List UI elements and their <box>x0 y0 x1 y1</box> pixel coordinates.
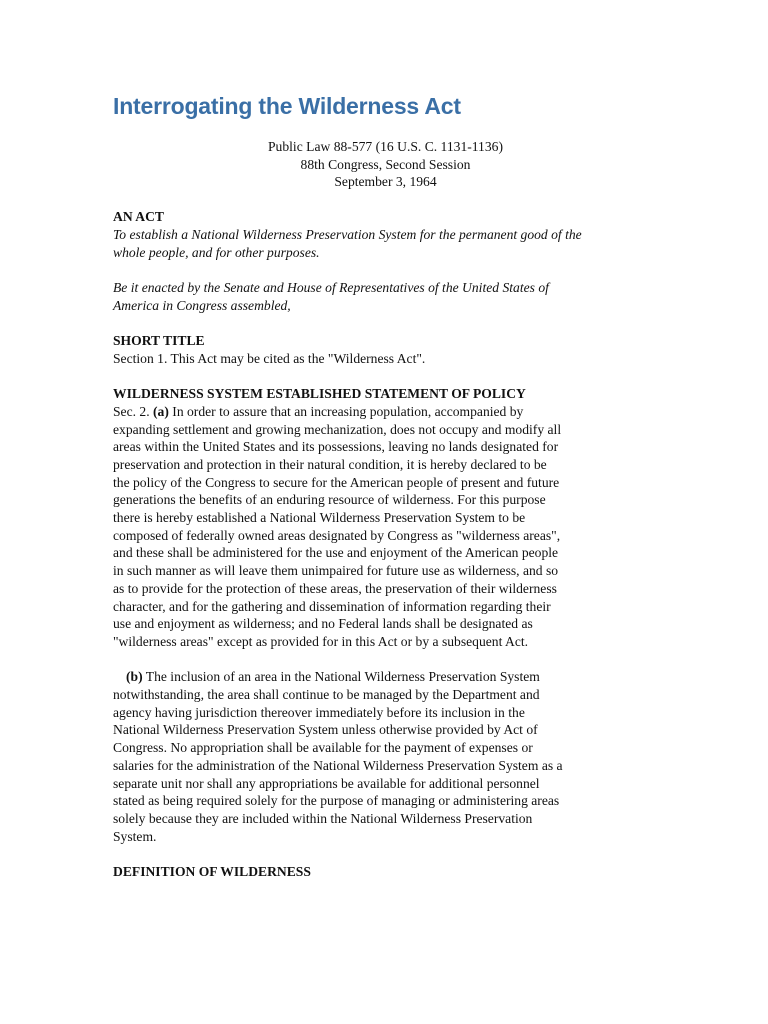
subsection-a-line: composed of federally owned areas designated by Congress as "wilderness areas", <box>113 527 561 543</box>
subsection-a-line: character, and for the gathering and dissemination of information regarding their <box>113 598 551 614</box>
subsection-a-text: In order to assure that an increasing population, accompanied by <box>168 403 524 419</box>
subsection-a-line: and these shall be administered for the use and enjoyment of the American people <box>113 545 559 561</box>
subsection-a-line: generations the benefits of an enduring resource of wilderness. For this purpose <box>113 492 546 508</box>
subsection-a-line: the policy of the Congress to secure for the American people of present and future <box>113 474 560 490</box>
subsection-a-line: areas within the United States and its possessions, leaving no lands designated for <box>113 439 559 455</box>
subsection-a-line: use and enjoyment as wilderness; and no Federal lands shall be designated as <box>113 616 533 632</box>
subsection-b-line: salaries for the administration of the National Wilderness Preservation System as a <box>113 757 563 773</box>
document-title: Interrogating the Wilderness Act <box>113 93 461 119</box>
subsection-a-line: as to provide for the protection of these areas, the preservation of their wilderness <box>113 580 557 596</box>
subsection-b-line: notwithstanding, the area shall continue to be managed by the Department and <box>113 687 540 703</box>
subsection-b <box>113 668 658 845</box>
subsection-a-line: "wilderness areas" except as provided for in this Act or by a subsequent Act. <box>113 633 529 649</box>
subsection-b-line: separate unit nor shall any appropriations be available for additional personnel <box>113 775 540 791</box>
subsection-b-line: System. <box>113 828 157 844</box>
congress-session: 88th Congress, Second Session <box>300 156 471 172</box>
section-1-text: Section 1. This Act may be cited as the "Wilderness Act". <box>113 350 426 366</box>
subsection-a-line: in such manner as will leave them unimpaired for future use as wilderness, and so <box>113 563 559 579</box>
enacting-clause <box>113 279 658 314</box>
subsection-b-line: agency having jurisdiction thereover immediately before its inclusion in the <box>113 704 525 720</box>
definition-heading: DEFINITION OF WILDERNESS <box>113 864 311 880</box>
subsection-b-line: National Wilderness Preservation System unless otherwise provided by Act of <box>113 722 538 738</box>
enacting-clause-line: America in Congress assembled, <box>113 297 291 313</box>
short-title-section <box>113 332 658 367</box>
wilderness-system-section <box>113 385 658 651</box>
enacting-clause-line: Be it enacted by the Senate and House of Representatives of the United States of <box>113 279 549 295</box>
definition-section <box>113 863 658 881</box>
an-act-text-line: whole people, and for other purposes. <box>113 244 320 260</box>
subsection-b-line: Congress. No appropriation shall be available for the payment of expenses or <box>113 740 533 756</box>
subsection-b-text: The inclusion of an area in the National Wilderness Preservation System <box>142 669 540 685</box>
an-act-section <box>113 208 658 261</box>
public-law-citation: Public Law 88-577 (16 U.S. C. 1131-1136) <box>268 139 503 154</box>
subsection-a-first-line <box>113 403 658 421</box>
subsection-b-first-line <box>113 668 658 686</box>
enactment-date: September 3, 1964 <box>334 174 437 190</box>
subsection-a-line: preservation and protection in their natural condition, it is hereby declared to be <box>113 456 547 472</box>
subsection-a-line: there is hereby established a National Wilderness Preservation System to be <box>113 510 526 526</box>
section-2-prefix: Sec. 2. <box>113 403 154 419</box>
wilderness-system-heading: WILDERNESS SYSTEM ESTABLISHED STATEMENT OF POLICY <box>113 386 526 402</box>
subsection-b-label: (b) <box>126 669 143 685</box>
an-act-text-line: To establish a National Wilderness Preservation System for the permanent good of the <box>113 226 582 242</box>
law-citation-block <box>113 138 658 191</box>
subsection-b-line: solely because they are included within the National Wilderness Preservation <box>113 810 533 826</box>
an-act-heading: AN ACT <box>113 209 164 225</box>
page-content <box>113 88 658 881</box>
subsection-a-line: expanding settlement and growing mechanization, does not occupy and modify all <box>113 421 562 437</box>
short-title-heading: SHORT TITLE <box>113 333 205 348</box>
subsection-a-label: (a) <box>153 403 169 419</box>
subsection-b-line: stated as being required solely for the purpose of managing or administering areas <box>113 793 560 809</box>
